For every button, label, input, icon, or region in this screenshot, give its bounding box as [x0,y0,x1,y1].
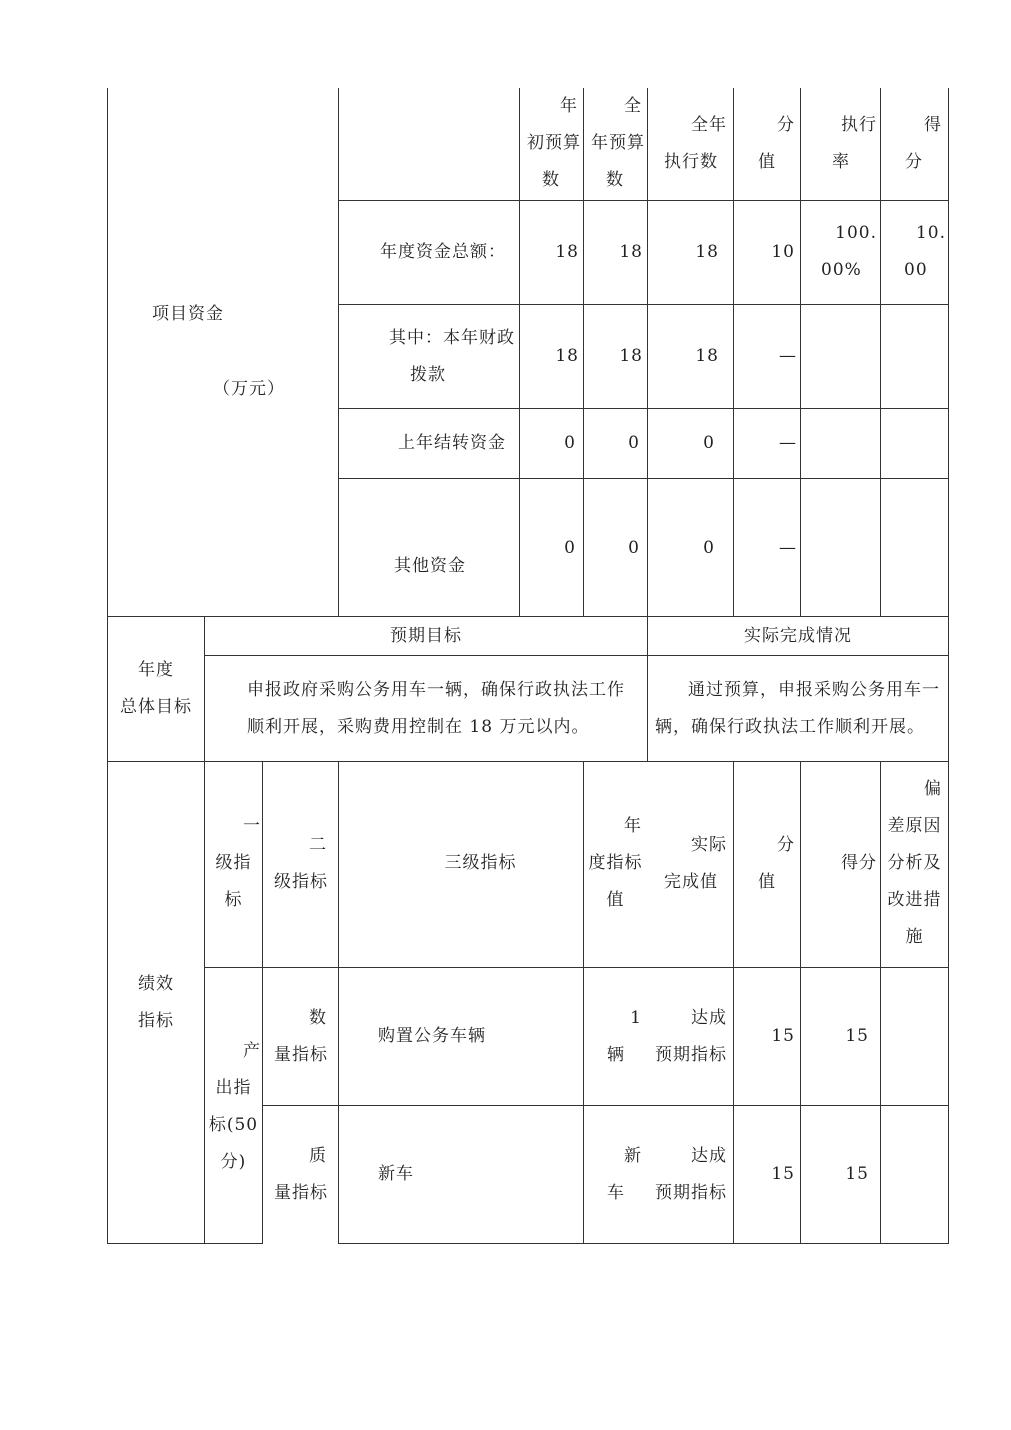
fund-cell: 18 [555,346,579,366]
fund-cell: 00 [904,260,928,280]
level1-output-label: 出指 [215,1078,252,1098]
header-target: 年 [624,816,642,836]
header-deviation: 分析及 [887,853,942,873]
fund-cell: 0 [628,538,640,558]
expected-goal-text: 申报政府采购公务用车一辆，确保行政执法工作 [247,680,625,700]
indicator-target: 1 [630,1008,642,1028]
indicator-target: 车 [607,1183,625,1203]
header-annual-budget: 全 [624,96,642,116]
rule [583,88,584,617]
header-score: 分 [905,152,923,172]
rule [338,88,339,617]
header-exec-rate: 执行 [841,115,877,135]
fund-cell: 18 [619,242,643,262]
indicator-target: 新 [624,1146,642,1166]
header-annual-budget: 年预算 [591,133,645,153]
rule [338,408,949,409]
fund-row-label: 拨款 [410,365,446,385]
indicator-score: 15 [845,1026,869,1046]
rule [800,88,801,617]
rule [948,88,949,1244]
fund-cell: 00% [821,260,862,280]
indicator-level2: 量指标 [274,1045,328,1065]
fund-cell: — [779,433,797,453]
actual-completion-text: 通过预算，申报采购公务用车一 [688,680,940,700]
fund-row-label: 其中：本年财政 [389,328,515,348]
funds-label: 项目资金 [152,304,224,324]
goals-label: 总体目标 [120,697,192,717]
header-level2: 二 [309,835,327,855]
fund-cell: 18 [695,346,719,366]
indicator-actual: 达成 [691,1008,727,1028]
rule [338,304,949,305]
header-executed: 全年 [691,115,727,135]
header-deviation: 施 [905,927,924,947]
header-deviation: 偏 [924,779,942,799]
indicator-actual: 达成 [691,1146,727,1166]
indicator-value: 15 [771,1026,795,1046]
fund-cell: 0 [564,538,576,558]
header-actual: 实际 [691,835,727,855]
actual-completion-text: 辆，确保行政执法工作顺利开展。 [655,717,925,737]
fund-cell: 18 [555,242,579,262]
rule [800,761,801,1244]
indicator-value: 15 [771,1164,795,1184]
performance-label: 指标 [138,1011,174,1031]
rule [519,88,520,617]
fund-row-label: 年度资金总额： [380,242,506,262]
indicator-level3: 新车 [378,1164,414,1184]
fund-cell: — [779,346,797,366]
level1-output-label: 标(50 [208,1115,259,1135]
header-score-value: 值 [758,152,776,172]
rule [733,88,734,617]
header-deviation: 改进措 [887,890,942,910]
rule [262,1105,949,1106]
funds-unit-label: （万元） [213,379,285,399]
expected-goal-text: 顺利开展，采购费用控制在 18 万元以内。 [247,717,590,737]
actual-completion-header: 实际完成情况 [744,626,852,646]
header-executed: 执行数 [664,152,718,172]
header-score: 得分 [841,853,877,873]
header-level2: 级指标 [274,872,328,892]
indicator-level2: 质 [309,1146,327,1166]
rule [647,88,648,762]
indicator-level2: 量指标 [274,1183,328,1203]
fund-cell: 0 [628,433,640,453]
rule [338,1243,949,1244]
indicator-level2: 数 [309,1008,327,1028]
indicator-score: 15 [845,1164,869,1184]
header-exec-rate: 率 [832,152,850,172]
fund-cell: 10. [915,223,946,243]
rule [107,1243,263,1244]
header-level1: 一 [243,816,261,836]
fund-cell: — [779,538,797,558]
header-value: 值 [758,872,776,892]
level1-output-label: 产 [243,1041,261,1061]
rule [733,761,734,1244]
header-actual: 完成值 [664,872,718,892]
header-initial-budget: 数 [542,170,560,190]
fund-cell: 10 [771,242,795,262]
rule [880,88,881,617]
rule [204,655,949,656]
indicator-actual: 预期指标 [655,1183,727,1203]
header-score: 得 [924,115,942,135]
fund-cell: 0 [703,433,715,453]
header-level1: 级指 [215,853,252,873]
expected-goal-header: 预期目标 [390,626,462,646]
rule [338,761,339,1244]
header-deviation: 差原因 [887,816,942,836]
indicator-actual: 预期指标 [655,1045,727,1065]
fund-cell: 100. [835,223,877,243]
fund-cell: 0 [564,433,576,453]
header-initial-budget: 初预算 [527,133,581,153]
header-level3: 三级指标 [444,853,517,873]
fund-cell: 18 [619,346,643,366]
fund-cell: 18 [695,242,719,262]
header-value: 分 [777,835,795,855]
goals-label: 年度 [138,660,174,680]
header-score-value: 分 [777,115,795,135]
header-target: 度指标 [588,853,643,873]
rule [107,616,949,617]
rule [107,761,949,762]
header-initial-budget: 年 [560,96,578,116]
header-annual-budget: 数 [606,170,624,190]
fund-row-label: 上年结转资金 [398,433,506,453]
fund-cell: 0 [703,538,715,558]
rule [204,967,949,968]
header-target: 值 [606,890,625,910]
fund-row-label: 其他资金 [394,556,466,576]
rule [583,761,584,1244]
indicator-target: 辆 [607,1045,625,1065]
rule [338,478,949,479]
indicator-level3: 购置公务车辆 [378,1026,486,1046]
header-level1: 标 [224,890,243,910]
performance-label: 绩效 [138,974,174,994]
rule [338,200,949,201]
level1-output-label: 分) [220,1152,247,1172]
